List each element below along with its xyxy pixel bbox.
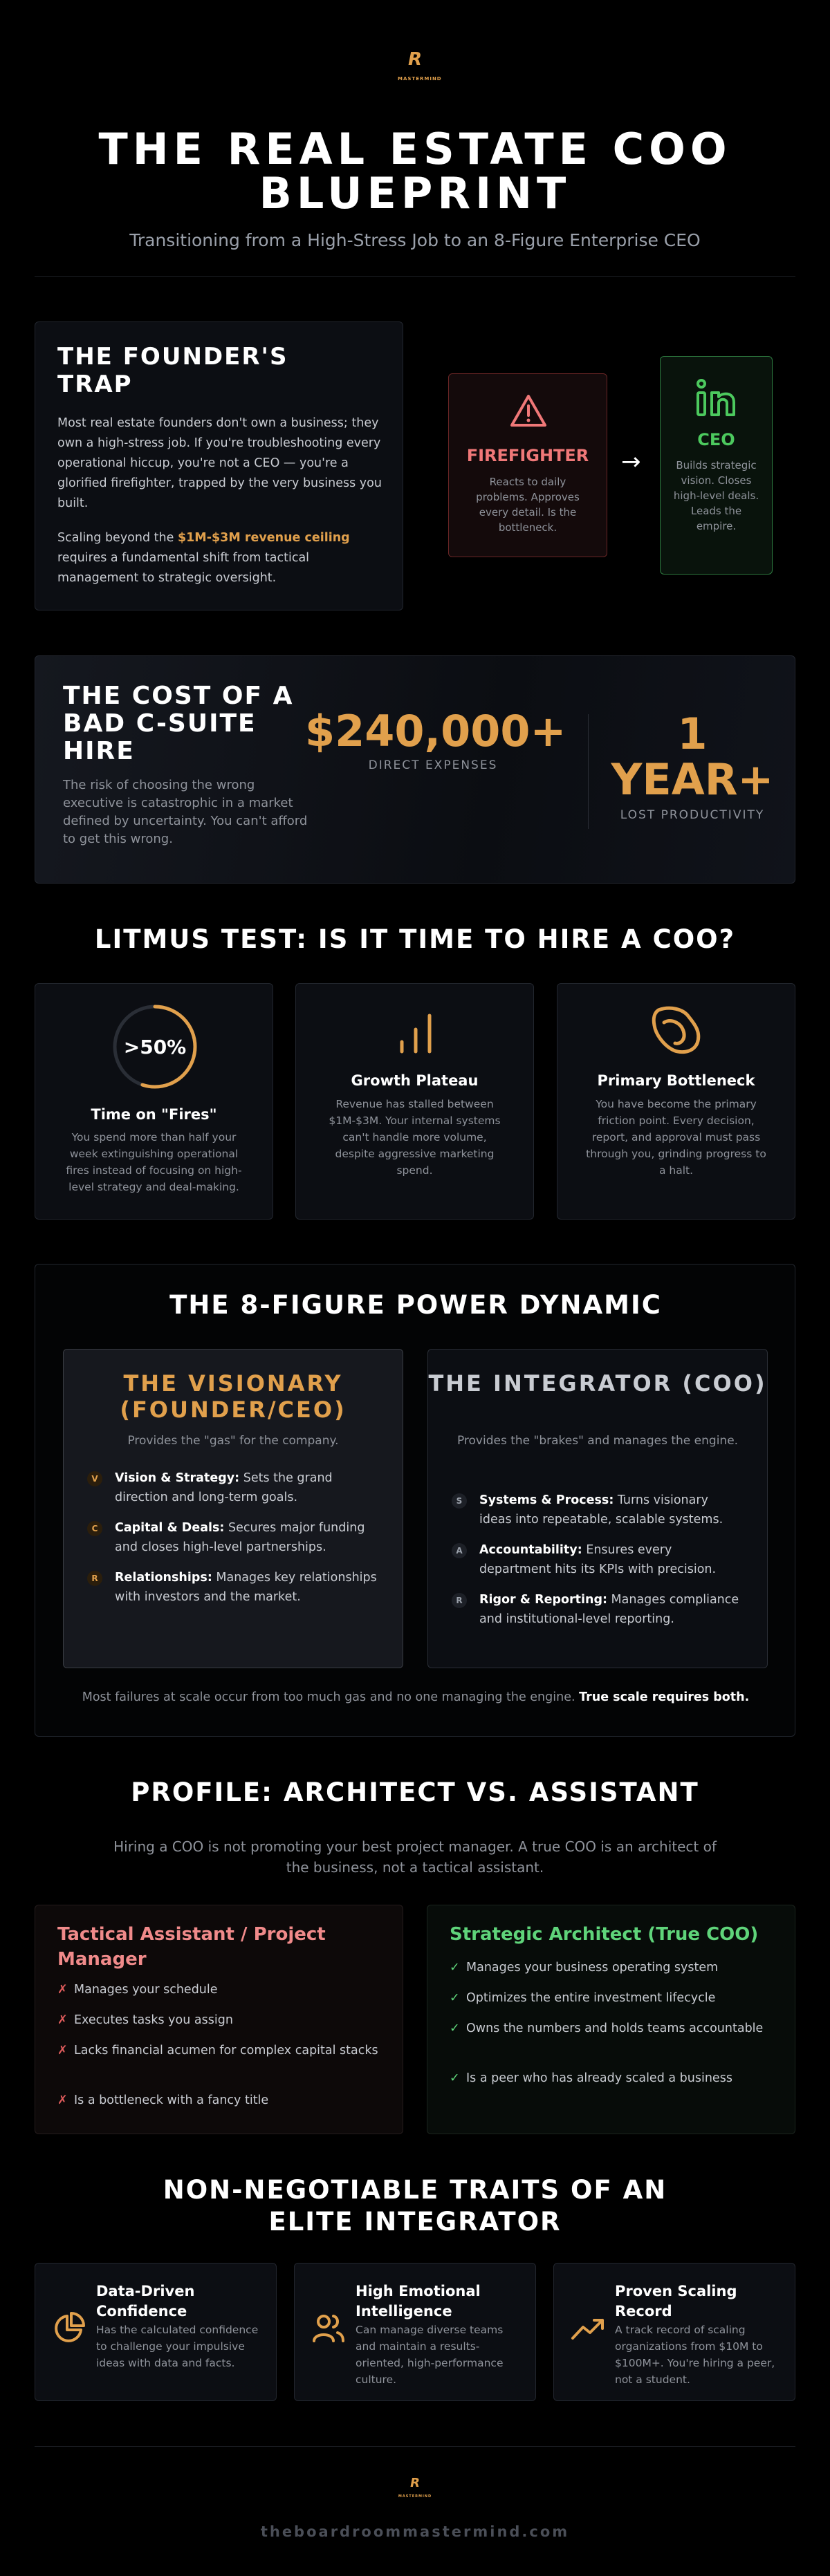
traits-title: NON-NEGOTIABLE TRAITS OF AN ELITE INTEGRATOR xyxy=(163,2175,667,2237)
trait-card-scaling xyxy=(553,2263,795,2401)
visionary-subtitle: Provides the "gas" for the company. xyxy=(127,1434,339,1448)
item-badge: R xyxy=(452,1593,467,1608)
firefighter-card xyxy=(448,373,607,557)
item-badge: C xyxy=(87,1521,102,1536)
assistant-trait: ✗ Lacks financial acumen for complex capital stacks xyxy=(57,2041,382,2060)
firefighter-desc: Reacts to daily problems. Approves every detail. Is the bottleneck. xyxy=(476,476,580,534)
direct-expenses-label: DIRECT EXPENSES xyxy=(368,758,498,772)
trending-up-icon xyxy=(571,2311,605,2345)
direct-expenses-value: $240,000+ xyxy=(305,706,566,756)
item-badge: R xyxy=(87,1571,102,1586)
revenue-ceiling-highlight: $1M-$3M revenue ceiling xyxy=(177,531,350,545)
litmus-card-title: Time on "Fires" xyxy=(91,1106,217,1123)
stat-divider xyxy=(588,714,589,829)
visionary-card xyxy=(63,1349,403,1668)
check-icon: ✓ xyxy=(450,1961,460,1975)
logo-text: MASTERMIND xyxy=(398,76,442,82)
item-badge: A xyxy=(452,1543,467,1558)
check-icon: ✓ xyxy=(450,2022,460,2035)
architect-trait: ✓ Manages your business operating system xyxy=(450,1958,775,1977)
trait-card-eq xyxy=(294,2263,536,2401)
litmus-title: LITMUS TEST: IS IT TIME TO HIRE A COO? xyxy=(94,924,736,954)
direct-expenses-stat xyxy=(305,706,566,772)
x-icon: ✗ xyxy=(57,2093,68,2107)
logo-mark: R xyxy=(407,49,423,70)
integrator-item: R Rigor & Reporting: Manages compliance and institutional-level reporting. xyxy=(452,1590,744,1629)
architect-trait: ✓ Optimizes the entire investment lifecycle xyxy=(450,1988,775,2008)
litmus-card-bottleneck xyxy=(557,983,795,1220)
trait-title: High Emotional Intelligence xyxy=(356,2283,481,2320)
ceo-label: CEO xyxy=(697,430,735,449)
bad-hire-cost-card xyxy=(35,655,795,884)
check-icon: ✓ xyxy=(450,2071,460,2085)
bar-chart-icon xyxy=(396,1011,435,1056)
x-icon: ✗ xyxy=(57,1983,68,1997)
founder-trap-card xyxy=(35,321,403,610)
footer-logo[interactable] xyxy=(398,2476,432,2499)
brand-logo[interactable] xyxy=(398,49,442,82)
assistant-trait: ✗ Is a bottleneck with a fancy title xyxy=(57,2091,382,2110)
trait-title: Data-Driven Confidence xyxy=(96,2283,195,2320)
x-icon: ✗ xyxy=(57,2044,68,2057)
visionary-item: C Capital & Deals: Secures major funding and closes high-level partnerships. xyxy=(87,1518,379,1557)
tactical-assistant-card xyxy=(35,1905,403,2134)
lost-productivity-stat xyxy=(602,711,782,822)
pie-chart-icon xyxy=(52,2311,86,2345)
litmus-card-desc: Revenue has stalled between $1M-$3M. Your internal systems can't handle more volume, despite aggressive marketing spend. xyxy=(329,1098,501,1177)
assistant-trait: ✗ Executes tasks you assign xyxy=(57,2010,382,2030)
integrator-item: S Systems & Process: Turns visionary ideas into repeatable, scalable systems. xyxy=(452,1491,744,1529)
page-subtitle: Transitioning from a High-Stress Job to an 8-Figure Enterprise CEO xyxy=(129,230,701,250)
trait-title: Proven Scaling Record xyxy=(615,2283,737,2320)
profile-title: PROFILE: ARCHITECT VS. ASSISTANT xyxy=(131,1777,699,1807)
progress-ring-value: >50% xyxy=(123,1036,187,1058)
lost-productivity-label: LOST PRODUCTIVITY xyxy=(620,808,765,822)
trait-desc: Can manage diverse teams and maintain a results-oriented, high-performance culture. xyxy=(356,2324,504,2386)
litmus-card-desc: You spend more than half your week extinguishing operational fires instead of focusing on high-level strategy and deal-making. xyxy=(66,1131,242,1193)
litmus-card-desc: You have become the primary friction point. Every decision, report, and approval must pass through you, grinding progress to a halt. xyxy=(586,1098,766,1177)
visionary-item: R Relationships: Manages key relationships with investors and the market. xyxy=(87,1568,379,1607)
architect-trait: ✓ Owns the numbers and holds teams accountable xyxy=(450,2019,775,2038)
power-dynamic-footnote: Most failures at scale occur from too much gas and no one managing the engine. True scale requires both. xyxy=(82,1690,750,1704)
check-icon: ✓ xyxy=(450,1991,460,2005)
ceo-card xyxy=(660,356,773,575)
strategic-architect-title: Strategic Architect (True COO) xyxy=(450,1924,759,1945)
transition-arrow: → xyxy=(621,448,641,476)
power-dynamic-section xyxy=(35,1264,795,1737)
linkedin-icon xyxy=(695,377,738,418)
founder-trap-scaling-text: Scaling beyond the $1M-$3M revenue ceiling requires a fundamental shift from tactical management to strategic oversight. xyxy=(57,531,350,585)
profile-intro: Hiring a COO is not promoting your best project manager. A true COO is an architect of the business, not a tactical assistant. xyxy=(113,1838,717,1876)
architect-trait: ✓ Is a peer who has already scaled a business xyxy=(450,2069,775,2088)
strategic-architect-card xyxy=(427,1905,795,2134)
warning-icon xyxy=(510,393,547,428)
trait-desc: Has the calculated confidence to challenge your impulsive ideas with data and facts. xyxy=(96,2324,259,2369)
logo-text: MASTERMIND xyxy=(398,2494,432,2499)
footer-divider xyxy=(35,2446,795,2447)
litmus-card-title: Growth Plateau xyxy=(351,1072,479,1089)
logo-mark: R xyxy=(410,2476,420,2490)
bad-hire-desc: The risk of choosing the wrong executive is catastrophic in a market defined by uncertainty. You can't afford to get this wrong. xyxy=(63,778,308,846)
visionary-item: V Vision & Strategy: Sets the grand direction and long-term goals. xyxy=(87,1468,379,1507)
integrator-title: THE INTEGRATOR (COO) xyxy=(428,1370,767,1397)
divider xyxy=(35,276,795,277)
litmus-card-fires xyxy=(35,983,273,1220)
item-badge: V xyxy=(87,1471,102,1486)
trait-card-data-driven xyxy=(35,2263,277,2401)
trait-desc: A track record of scaling organizations from $10M to $100M+. You're hiring a peer, not a student. xyxy=(615,2324,775,2386)
footer-url-link[interactable]: theboardroommastermind.com xyxy=(260,2523,570,2540)
assistant-trait: ✗ Manages your schedule xyxy=(57,1980,382,1999)
bad-hire-title: THE COST OF A BAD C-SUITE HIRE xyxy=(63,682,294,765)
founder-trap-text: Most real estate founders don't own a business; they own a high-stress job. If you're troubleshooting every operational hiccup, you're not a CEO — you're a glorified firefighter, trapped by the very business you built. xyxy=(57,416,382,510)
bottleneck-icon xyxy=(649,1005,706,1057)
integrator-card xyxy=(427,1349,768,1668)
ceo-desc: Builds strategic vision. Closes high-level deals. Leads the empire. xyxy=(673,459,759,532)
lost-productivity-value: 1 YEAR+ xyxy=(611,709,774,805)
item-badge: S xyxy=(452,1493,467,1509)
power-dynamic-title: THE 8-FIGURE POWER DYNAMIC xyxy=(169,1290,662,1320)
tactical-assistant-title: Tactical Assistant / Project Manager xyxy=(57,1924,326,1970)
visionary-title: THE VISIONARY (FOUNDER/CEO) xyxy=(120,1370,347,1423)
x-icon: ✗ xyxy=(57,2013,68,2027)
users-icon xyxy=(311,2311,346,2345)
litmus-card-plateau xyxy=(295,983,534,1220)
integrator-item: A Accountability: Ensures every department hits its KPIs with precision. xyxy=(452,1540,744,1579)
integrator-subtitle: Provides the "brakes" and manages the engine. xyxy=(456,1434,739,1448)
firefighter-label: FIREFIGHTER xyxy=(466,446,589,465)
founder-trap-title: THE FOUNDER'S TRAP xyxy=(57,343,288,398)
page-title: THE REAL ESTATE COO BLUEPRINT xyxy=(98,124,732,218)
litmus-card-title: Primary Bottleneck xyxy=(597,1072,755,1089)
